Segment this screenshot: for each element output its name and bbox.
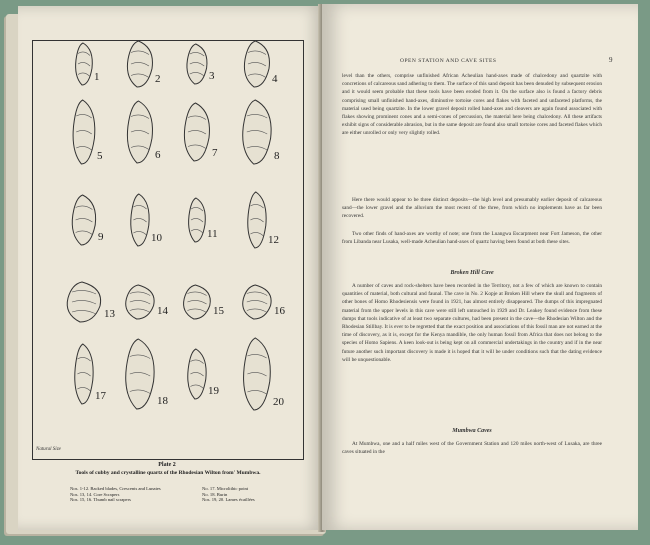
legend-entry: Nos. 15, 16. Thumb nail scrapers (70, 497, 131, 503)
figure-number: 5 (97, 150, 103, 162)
stone-tool-drawing (68, 193, 100, 247)
stone-tool-drawing (239, 336, 275, 412)
stone-tool-drawing (62, 280, 106, 324)
paragraph-text: Here there would appear to be three distinct deposits—the high level and presumably earlier deposit of calcareous sand—the lower gravel and the alluvium the most recent of the three, from which no implements have as far been recovered. (342, 197, 602, 220)
legend-entry: Nos. 19, 20. Lames écaillées (202, 497, 255, 503)
stone-tool-drawing (185, 196, 209, 244)
stone-tool-drawing (121, 337, 159, 411)
paragraph-text: level than the others, comprise unfinished African Acheulian hand-axes made of chalcedony and quartzite with concretions of calcareous sand adhering to them. The surface of this sand deposit has been denuded by subsequent erosion and it would seem probable that these tools have been eroded from it. On the surface also is found a factory debris comprising small unfinished hand-axes, diminutive tortoise cores and flakes with faceted and unfaceted platforms, the material used being quartzite. In the lower gravel deposit rolled hand-axes and cleavers are again found associated with flakes showing prominent cones and a semi-cones of percussion, the material here being chalcedony. All these artifacts exhibit signs of considerable abrasion, but in the same deposit are found also small tortoise cores and faceted flakes which are either unrolled or only very slightly rolled. (342, 73, 602, 137)
legend-entry: Nos. 1-12. Backed blades, Crescents and Lunates (70, 486, 161, 491)
figure-number: 1 (94, 71, 100, 83)
plate-caption: Tools of cubby and crystalline quartz of the Rhodesian Wilton from' Mumbwa. (75, 470, 261, 476)
paragraph-5 (342, 440, 602, 456)
section-heading: Mumbwa Caves (452, 428, 492, 434)
stone-tool-drawing (238, 283, 276, 321)
natural-size-label: Natural Size (36, 447, 61, 452)
stone-tool-drawing (72, 41, 96, 87)
running-head: OPEN STATION AND CAVE SITES (400, 58, 497, 64)
stone-tool-drawing (184, 347, 210, 401)
paragraph-2 (342, 196, 602, 221)
figure-number: 15 (213, 305, 224, 317)
section-heading: Broken Hill Cave (450, 270, 494, 276)
figure-number: 20 (273, 396, 284, 408)
stone-tool-drawing (179, 283, 215, 321)
figure-number: 11 (207, 228, 218, 240)
figure-number: 13 (104, 308, 115, 320)
stone-tool-drawing (71, 342, 97, 406)
figure-number: 14 (157, 305, 168, 317)
legend-entry: No. 18. Burin (202, 491, 228, 497)
plate-title: Plate 2 (158, 462, 176, 468)
figure-number: 2 (155, 73, 161, 85)
stone-tool-drawing (127, 192, 153, 248)
figure-number: 18 (157, 395, 168, 407)
stone-tool-drawing (244, 190, 270, 250)
figure-number: 19 (208, 385, 219, 397)
figure-number: 9 (98, 231, 104, 243)
stone-tool-drawing (123, 99, 157, 165)
legend-right-column (202, 486, 255, 503)
paragraph-text: Two other finds of hand-axes are worthy of note; one from the Luangwa Escarpment near Fort Jameson, the other from Libanda near Lusaka, well-made Acheulian hand-axes of quartz having been found at both these sites. (342, 231, 602, 246)
legend-left-column (70, 486, 161, 503)
stone-tool-drawing (69, 98, 99, 166)
paragraph-3 (342, 230, 602, 246)
stone-tool-drawing (121, 283, 159, 321)
figure-number: 4 (272, 73, 278, 85)
figure-number: 3 (209, 70, 215, 82)
figure-number: 6 (155, 149, 161, 161)
figure-number: 7 (212, 147, 218, 159)
legend-entry: No. 17. Microlithic point (202, 486, 249, 491)
figure-number: 16 (274, 305, 285, 317)
paragraph-4 (342, 282, 602, 364)
figure-number: 8 (274, 150, 280, 162)
stone-tool-drawing (180, 101, 214, 163)
paragraph-text: At Mumbwa, one and a half miles west of the Government Station and 120 miles north-west of Lusaka, are three caves situated in the (342, 441, 602, 456)
stone-tool-drawing (123, 39, 157, 89)
paragraph-1 (342, 72, 602, 138)
paragraph-text: A number of caves and rock-shelters have been recorded in the Territory, not a few of which are known to contain quantities of material, both cultural and faunal. The cave in No. 2 Kopje at Broken Hill where the skull and fragments of other bones of Homo Rhodesiensis were found in 1921, has almost entirely disappeared. The dumps of this impregnated material from the upper levels in this cave were still left untouched in 1929 and Dr. Leakey found evidence from these dumps that tools indicative of at least two separate cultures, had been present in the cave—the Rhodesian Wilton and the Rhodesian Stillbay. It is ever to be regretted that the exact position and associations of this fossil man are not earned at the time of discovery, as it is, except for the Kenya mandible, the only human fossil from Africa that does not belong to the species of Homo Sapiens. A keen look-out is being kept on all commercial undertakings in the country and if in the near future another such important discovery is made it is hoped that it will be under conditions such that the dating evidence will be unquestionable. (342, 283, 602, 363)
legend-entry: Nos. 13, 14. Core Scrapers (70, 491, 120, 497)
page-number: 9 (609, 56, 613, 64)
figure-number: 17 (95, 390, 106, 402)
stone-tool-drawing (240, 39, 274, 89)
figure-number: 12 (268, 234, 279, 246)
figure-number: 10 (151, 232, 162, 244)
stone-tool-drawing (238, 98, 276, 166)
stone-tool-drawing (183, 42, 211, 86)
